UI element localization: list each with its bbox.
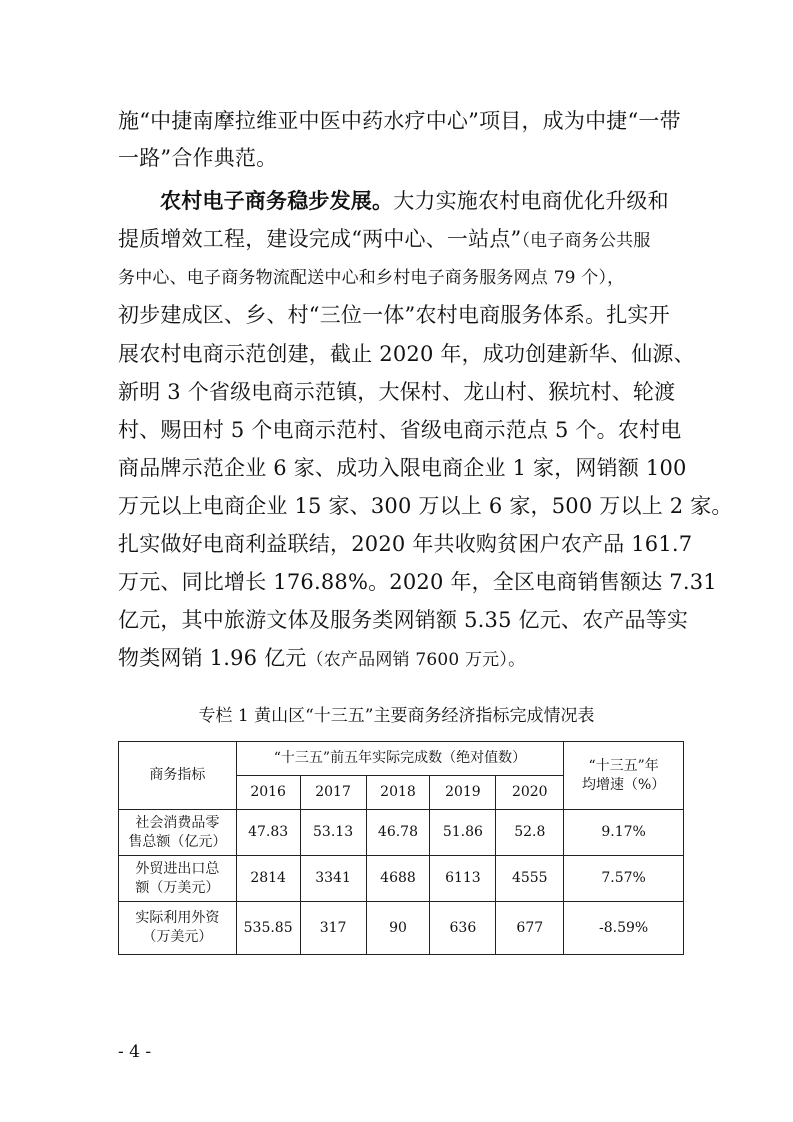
header-growth-line1: “十三五”年 (588, 757, 659, 774)
year-cell: 2020 (496, 776, 564, 810)
text-line (118, 224, 651, 256)
text-segment-small: （电子商务公共服 (521, 231, 651, 251)
row-label-line: （万美元） (142, 929, 213, 945)
growth-cell: -8.59% (564, 902, 684, 955)
text-segment-small: （农产品网销 7600 万元）。 (306, 650, 526, 670)
section-heading: 农村电子商务稳步发展。 (160, 188, 394, 213)
text-line: 村、赐田村 5 个电商示范村、省级电商示范点 5 个。农村电 (118, 418, 682, 442)
year-cell: 2019 (430, 776, 496, 810)
row-label-line: 外贸进出口总 (135, 860, 220, 877)
text-line: 商品牌示范企业 6 家、成功入限电商企业 1 家，网销额 100 (118, 456, 687, 480)
header-indicator: 商务指标 (119, 742, 237, 810)
text-segment: 大力实施农村电商优化升级和 (393, 189, 669, 213)
header-growth (564, 742, 684, 810)
text-line: 一路”合作典范。 (118, 146, 278, 170)
header-growth-line2: 均增速（%） (581, 776, 666, 793)
value-cell: 636 (430, 902, 496, 955)
value-cell: 317 (300, 902, 366, 955)
row-label-line: 额（万美元） (135, 879, 220, 896)
text-line (118, 643, 525, 675)
indicator-table (118, 741, 684, 955)
value-cell: 90 (366, 902, 430, 955)
text-line: 展农村电商示范创建，截止 2020 年，成功创建新华、仙源、 (118, 342, 695, 366)
text-line: 务中心、电子商务物流配送中心和乡村电子商务服务网点 79 个）， (118, 268, 625, 288)
text-line: 万元以上电商企业 15 家、300 万以上 6 家，500 万以上 2 家。 (118, 494, 733, 518)
text-line: 亿元，其中旅游文体及服务类网销额 5.35 亿元、农产品等实 (118, 608, 689, 632)
growth-cell: 7.57% (564, 856, 684, 902)
text-line: 新明 3 个省级电商示范镇，大保村、龙山村、猴坑村、轮渡 (118, 380, 676, 404)
row-label (119, 902, 237, 955)
value-cell: 677 (496, 902, 564, 955)
value-cell: 53.13 (300, 810, 366, 856)
value-cell: 4555 (496, 856, 564, 902)
text-segment: 物类网销 1.96 亿元 (118, 646, 307, 670)
value-cell: 52.8 (496, 810, 564, 856)
header-group: “十三五”前五年实际完成数（绝对值数） (236, 742, 564, 776)
value-cell: 6113 (430, 856, 496, 902)
value-cell: 2814 (236, 856, 300, 902)
table-row (119, 856, 684, 902)
row-label-line: 售总额（亿元） (128, 833, 227, 850)
row-label (119, 810, 237, 856)
table-caption: 专栏 1 黄山区“十三五”主要商务经济指标完成情况表 (198, 706, 595, 726)
text-line: 扎实做好电商利益联结，2020 年共收购贫困户农产品 161.7 (118, 532, 693, 556)
text-line: 施“中捷南摩拉维亚中医中药水疗中心”项目，成为中捷“一带 (118, 109, 681, 133)
table-row (119, 902, 684, 955)
value-cell: 47.83 (236, 810, 300, 856)
row-label (119, 856, 237, 902)
page-number: - 4 - (118, 1042, 152, 1062)
year-cell: 2016 (236, 776, 300, 810)
text-segment: 提质增效工程，建设完成“两中心、一站点” (118, 227, 522, 251)
text-line: 初步建成区、乡、村“三位一体”农村电商服务体系。扎实开 (118, 303, 670, 327)
paragraph-first-line (160, 186, 669, 216)
row-label-line: 社会消费品零 (135, 814, 220, 831)
value-cell: 3341 (300, 856, 366, 902)
growth-cell: 9.17% (564, 810, 684, 856)
value-cell: 535.85 (236, 902, 300, 955)
year-cell: 2017 (300, 776, 366, 810)
text-line: 万元、同比增长 176.88%。2020 年，全区电商销售额达 7.31 (118, 570, 717, 594)
table-row (119, 810, 684, 856)
row-label-line: 实际利用外资 (135, 910, 220, 926)
table-header-row (119, 742, 684, 776)
value-cell: 46.78 (366, 810, 430, 856)
value-cell: 51.86 (430, 810, 496, 856)
year-cell: 2018 (366, 776, 430, 810)
value-cell: 4688 (366, 856, 430, 902)
